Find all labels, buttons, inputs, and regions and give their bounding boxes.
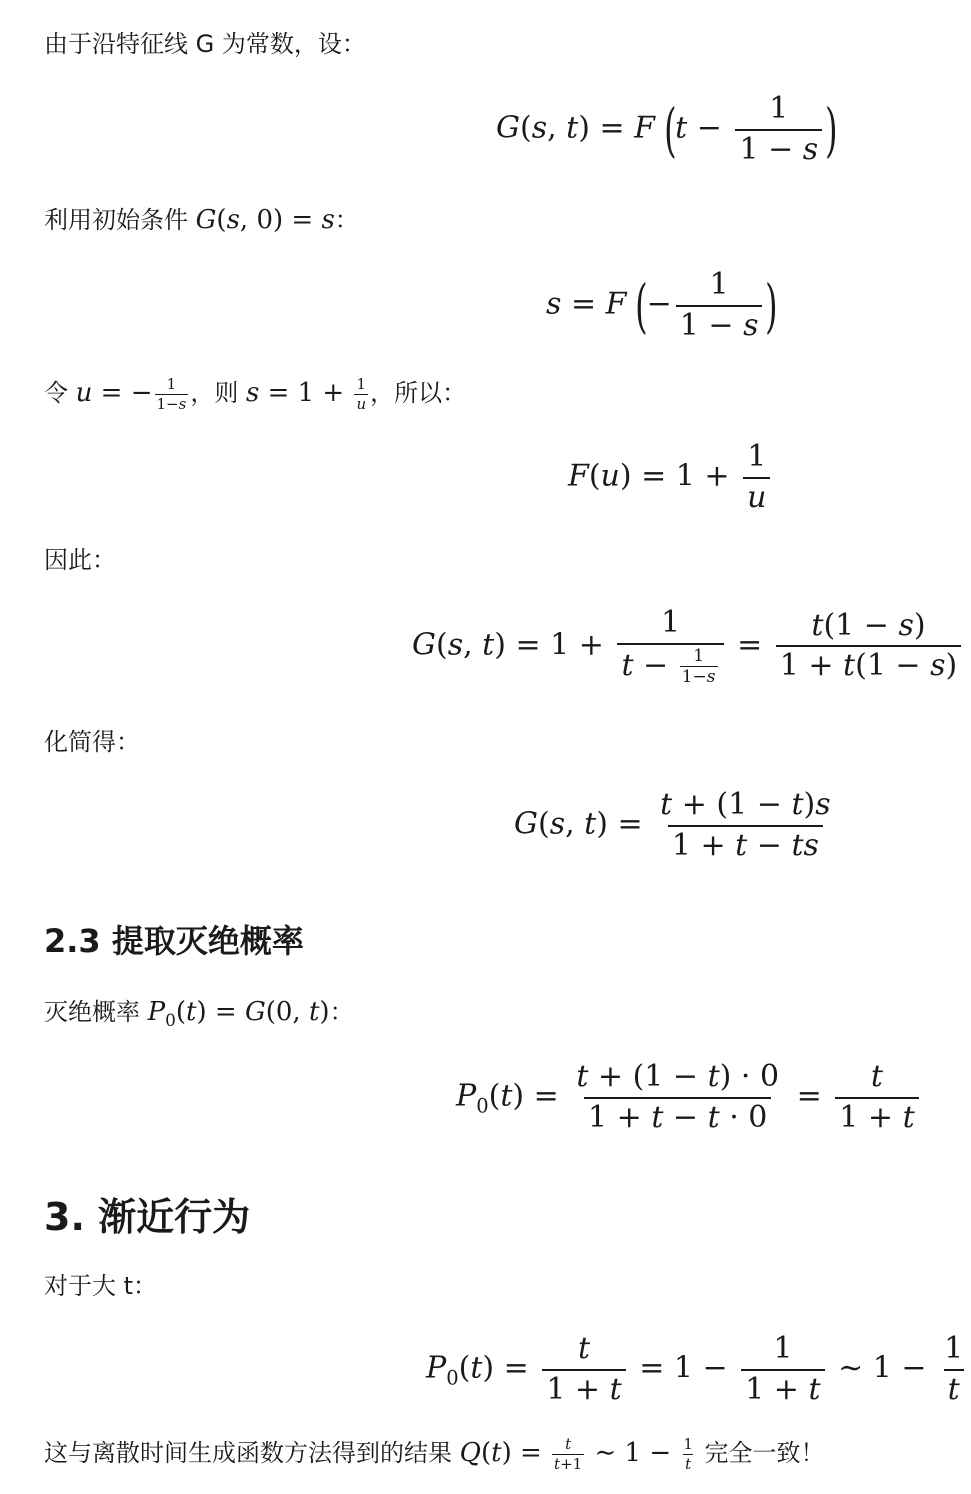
section-heading-3: 3. 渐近行为 — [44, 1195, 251, 1239]
equation-asymptotic: $P_0(t)$ = $\frac{t}{1 + t}$ = 1 − $\frac{1}{1 + t}$ ∼ 1 − $\frac{1}{t}$ — [426, 1331, 964, 1407]
paragraph-initial-condition: 利用初始条件 G(s, 0) = s： — [44, 205, 359, 235]
paragraph-conclusion: 这与离散时间生成函数方法得到的结果 Q(t) = $\frac{t}{t+1}$ ∼ 1 − $\frac{1}{t}$ 完全一致！ — [44, 1435, 825, 1473]
equation-general-solution: G(s, t) = F (t − $\frac{1}{1 - s}$ ) — [496, 91, 838, 167]
paragraph-simplify: 化简得： — [44, 728, 140, 756]
paragraph-characteristic: 由于沿特征线 G 为常数，设： — [44, 30, 366, 58]
paragraph-substitution: 令 u = − $\frac{1}{1-s}$ ，则 s = 1 + $\frac{1}{u}$ ，所以： — [44, 375, 467, 413]
equation-initial-substitution: s = F (− $\frac{1}{1 - s}$ ) — [546, 267, 779, 343]
equation-G-solution: G(s, t) = 1 + 1 t − $\frac{1}{1-s}$ = $\frac{t(1 - s)}{1 + t(1 - s)}$ — [412, 606, 965, 687]
equation-G-simplified: G(s, t) = $\frac{t + (1 - t)s}{1 + t - ts}$ — [514, 787, 831, 863]
equation-F-of-u: F(u) = 1 + $\frac{1}{u}$ — [568, 440, 774, 515]
paragraph-extinction-probability: 灭绝概率 $P_0(t) = G(0$, t)： — [44, 997, 354, 1031]
paragraph-large-t: 对于大 t： — [44, 1272, 158, 1300]
paragraph-therefore: 因此： — [44, 546, 116, 574]
section-heading-2-3: 2.3 提取灭绝概率 — [44, 922, 304, 960]
equation-P0: $P_0(t)$ = $\frac{t + (1 - t) \cdot 0}{1 + t - t \cdot 0}$ = $\frac{t}{1 + t}$ — [456, 1060, 923, 1135]
